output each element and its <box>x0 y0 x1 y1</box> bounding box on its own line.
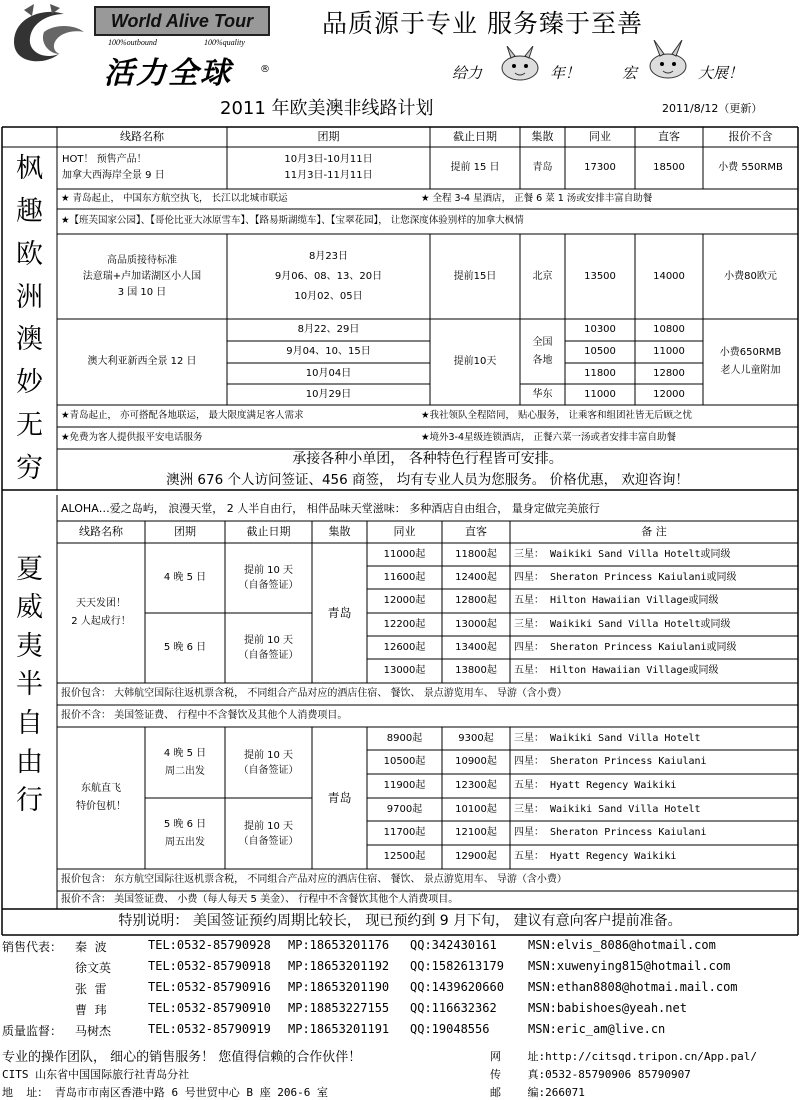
canada-note: ★ 青岛起止， 中国东方航空执飞， 长江以北城市联运 <box>61 192 288 204</box>
promo-line-1: 承接各种小单团， 各种特色行程皆可安排。 <box>292 451 563 468</box>
europe-name-3: 3 国 10 日 <box>117 286 167 298</box>
side-char: 夏 <box>16 553 43 585</box>
row-peer-price: 11900起 <box>383 780 426 792</box>
person-name: 曹 玮 <box>75 1003 107 1017</box>
row-direct-price: 13400起 <box>455 641 497 653</box>
hawaii1-name-1: 天天发团！ <box>76 598 126 609</box>
rep-label: 销售代表： <box>2 940 63 954</box>
col-header: 截止日期 <box>246 525 291 539</box>
australia-city-1: 全国 <box>532 336 553 348</box>
side-char: 夷 <box>16 630 43 662</box>
row-peer-price: 12000起 <box>383 595 426 607</box>
canada-deadline: 提前 15 日 <box>450 162 500 174</box>
hawaii2-name-1: 东航直飞 <box>81 783 121 794</box>
europe-name-1: 高品质接待标准 <box>107 254 177 266</box>
europe-name-2: 法意瑞+卢加诺湖区小人国 <box>82 270 202 282</box>
australia-date: 9月04、10、15日 <box>286 346 371 358</box>
col-header: 截止日期 <box>453 130 497 144</box>
australia-deadline: 提前10天 <box>453 356 497 368</box>
side-char: 自 <box>16 708 43 740</box>
person-mobile: MP:18653201192 <box>288 959 390 973</box>
row-hotel-note: 四星： Sheraton Princess Kaiulani <box>514 756 707 768</box>
hawaii1-name-2: 2 人起成行！ <box>71 616 131 627</box>
row-direct-price: 13000起 <box>455 618 497 630</box>
australia-peer: 11000 <box>584 388 616 400</box>
hawaii1-incl: 报价包含： 大韩航空国际往返机票含税， 不同组合产品对应的酒店住宿、 餐饮、 景点游览用车、 导游（含小费） <box>61 688 567 700</box>
deadline-line: （自备签证） <box>238 764 299 776</box>
deadline-line: 提前 10 天 <box>243 820 294 832</box>
hawaii-intro: ALOHA…爱之岛屿， 浪漫天堂， 2 人半自由行， 相伴品味天堂滋味： 多种酒店自由组合， 量身定做完美旅行 <box>61 502 600 516</box>
person-name: 秦 波 <box>75 940 107 954</box>
hawaii1-period: 5 晚 6 日 <box>163 642 207 654</box>
australia-peer: 11800 <box>584 367 616 379</box>
australia-note: ★境外3-4星级连锁酒店， 正餐六菜一汤或者安排丰富自助餐 <box>421 431 677 443</box>
australia-direct: 10800 <box>653 324 685 336</box>
australia-city-2: 各地 <box>532 354 553 366</box>
update-date: 2011/8/12（更新） <box>662 102 763 115</box>
hawaii1-excl: 报价不含： 美国签证费、 行程中不含餐饮及其他个人消费项目。 <box>61 710 348 722</box>
side-char: 澳 <box>16 324 43 356</box>
australia-note: ★我社领队全程陪同， 贴心服务， 让乘客和组团社皆无后顾之忧 <box>421 409 693 421</box>
person-mobile: MP:18653201176 <box>288 938 390 952</box>
row-direct-price: 12900起 <box>455 851 497 863</box>
australia-direct: 12800 <box>653 367 685 379</box>
slogan-sub2: 年！ <box>550 64 581 82</box>
page-title: 2011 年欧美澳非线路计划 <box>220 98 434 119</box>
col-header: 同业 <box>393 525 416 539</box>
canada-note: ★ 全程 3-4 星酒店， 正餐 6 菜 1 汤或安排丰富自助餐 <box>421 192 653 204</box>
side-char: 欧 <box>16 238 43 270</box>
hawaii2-excl: 报价不含： 美国签证费、 小费（每人每天 5 美金）、 行程中不含餐饮其他个人消费项目。 <box>61 894 459 906</box>
hawaii2-city: 青岛 <box>327 790 352 805</box>
europe-direct: 14000 <box>653 270 685 282</box>
australia-name: 澳大利亚新西全景 12 日 <box>87 356 197 368</box>
row-hotel-note: 四星： Sheraton Princess Kaiulani <box>514 827 707 839</box>
person-msn: MSN:ethan8808@hotmai.mail.com <box>528 980 738 994</box>
person-name: 徐文英 <box>75 961 112 975</box>
australia-excl-2: 老人儿童附加 <box>720 365 781 376</box>
fax: 传 真:0532-85790906 85790907 <box>490 1068 691 1081</box>
logo-title: World Alive Tour <box>94 6 270 36</box>
row-direct-price: 12100起 <box>455 827 497 839</box>
deadline-line: （自备签证） <box>238 650 299 661</box>
slogan: 品质源于专业 服务臻于至善 <box>322 9 643 38</box>
row-direct-price: 12400起 <box>455 571 497 583</box>
person-qq: QQ:116632362 <box>410 1001 497 1015</box>
row-direct-price: 10900起 <box>455 756 497 768</box>
person-tel: TEL:0532-85790928 <box>148 938 271 952</box>
col-header: 同业 <box>589 130 611 144</box>
logo-reg: ® <box>260 64 270 75</box>
row-hotel-note: 四星： Sheraton Princess Kaiulani或同级 <box>514 571 737 583</box>
person-mobile: MP:18853227155 <box>288 1001 390 1015</box>
australia-excl-1: 小费650RMB <box>719 347 782 358</box>
row-hotel-note: 五星： Hilton Hawaiian Village或同级 <box>514 595 719 607</box>
australia-direct: 12000 <box>653 388 685 400</box>
side-char: 半 <box>16 669 43 701</box>
australia-peer: 10500 <box>584 346 616 358</box>
canada-city: 青岛 <box>532 162 553 174</box>
col-header: 直客 <box>465 525 487 539</box>
row-hotel-note: 四星： Sheraton Princess Kaiulani或同级 <box>514 641 737 653</box>
hawaii1-period: 4 晚 5 日 <box>163 572 207 584</box>
logo-cn: 活力全球 <box>104 56 232 91</box>
deadline-line: （自备签证） <box>238 835 299 847</box>
europe-deadline: 提前15日 <box>453 270 497 282</box>
deadline-line: 提前 10 天 <box>243 749 294 761</box>
person-name: 张 雷 <box>75 982 107 996</box>
canada-name-2: 加拿大西海岸全景 9 日 <box>62 170 165 181</box>
deadline-line: （自备签证） <box>238 580 299 591</box>
deadline-line: 提前 10 天 <box>243 565 294 576</box>
australia-peer: 10300 <box>584 324 616 336</box>
person-msn: MSN:eric_am@live.cn <box>528 1022 666 1036</box>
person-mobile: MP:18653201191 <box>288 1022 390 1036</box>
row-direct-price: 9300起 <box>458 732 494 744</box>
side-char: 妙 <box>16 367 43 399</box>
europe-excl: 小费80欧元 <box>724 270 777 282</box>
row-direct-price: 12300起 <box>455 780 497 792</box>
period-line: 周二出发 <box>165 765 205 777</box>
australia-date: 8月22、29日 <box>297 324 360 336</box>
row-direct-price: 13800起 <box>455 665 497 677</box>
col-header: 团期 <box>317 130 340 144</box>
qa-label: 质量监督： <box>2 1024 63 1038</box>
europe-date: 8月23日 <box>308 250 349 262</box>
company: CITS 山东省中国国际旅行社青岛分社 <box>2 1068 190 1081</box>
europe-peer: 13500 <box>584 270 616 282</box>
side-char: 由 <box>16 746 43 778</box>
canada-name-1: HOT！ 预售产品！ <box>62 154 147 165</box>
row-peer-price: 11700起 <box>383 827 426 839</box>
logo-quality: 100%quality <box>204 38 245 47</box>
person-tel: TEL:0532-85790919 <box>148 1022 271 1036</box>
col-header: 线路名称 <box>120 130 164 144</box>
side-char: 穷 <box>16 453 43 485</box>
slogan-sub4: 大展！ <box>698 64 744 82</box>
europe-date: 10月02、05日 <box>294 290 363 302</box>
col-header: 备 注 <box>641 525 667 539</box>
row-peer-price: 11000起 <box>383 548 426 560</box>
period-line: 5 晚 6 日 <box>163 818 207 830</box>
logo-outbound: 100%outbound <box>108 38 157 47</box>
row-hotel-note: 三星： Waikiki Sand Villa Hotelt <box>514 732 701 744</box>
person-tel: TEL:0532-85790918 <box>148 959 271 973</box>
person-tel: TEL:0532-85790910 <box>148 1001 271 1015</box>
canada-direct: 18500 <box>653 162 685 174</box>
person-qq: QQ:342430161 <box>410 938 497 952</box>
period-line: 周五出发 <box>165 836 205 848</box>
person-mobile: MP:18653201190 <box>288 980 390 994</box>
col-header: 线路名称 <box>79 525 123 539</box>
australia-note: ★青岛起止， 亦可搭配各地联运， 最大限度满足客人需求 <box>61 409 304 421</box>
row-direct-price: 11800起 <box>455 548 497 560</box>
website: 网 址:http://citsqd.tripon.cn/App.pal/ <box>490 1050 758 1063</box>
row-peer-price: 11600起 <box>383 571 426 583</box>
row-direct-price: 12800起 <box>455 595 497 607</box>
col-header: 报价不含 <box>728 130 773 144</box>
row-hotel-note: 三星： Waikiki Sand Villa Hotelt <box>514 803 701 815</box>
slogan-sub3: 宏 <box>622 64 638 82</box>
canada-date: 11月3日-11月11日 <box>284 170 373 181</box>
row-peer-price: 10500起 <box>383 756 426 768</box>
side-char: 无 <box>16 410 43 442</box>
australia-city-3: 华东 <box>532 388 553 400</box>
col-header: 集散 <box>328 525 351 539</box>
hawaii2-incl: 报价包含： 东方航空国际往返机票含税， 不同组合产品对应的酒店住宿、 餐饮、 景点游览用车、 导游（含小费） <box>61 874 567 886</box>
row-peer-price: 12500起 <box>383 851 426 863</box>
row-peer-price: 8900起 <box>386 732 423 744</box>
hawaii1-city: 青岛 <box>327 605 352 620</box>
side-char: 行 <box>16 785 43 817</box>
address: 地 址： 青岛市市南区香港中路 6 号世贸中心 B 座 206-6 室 <box>2 1086 328 1099</box>
person-tel: TEL:0532-85790916 <box>148 980 271 994</box>
promo-line-2: 澳洲 676 个人访问签证、456 商签， 均有专业人员为您服务。 价格优惠， 欢迎咨询！ <box>166 471 689 488</box>
row-peer-price: 9700起 <box>386 803 423 815</box>
row-peer-price: 12200起 <box>383 618 426 630</box>
person-msn: MSN:babishoes@yeah.net <box>528 1001 687 1015</box>
col-header: 团期 <box>174 525 196 539</box>
postcode: 邮 编:266071 <box>490 1086 585 1099</box>
person-msn: MSN:elvis_8086@hotmail.com <box>528 938 716 952</box>
australia-date: 10月29日 <box>305 388 352 400</box>
hawaii2-name-2: 特价包机！ <box>76 801 126 812</box>
slogan-sub1: 给力 <box>452 64 483 82</box>
australia-note: ★免费为客人提供报平安电话服务 <box>61 431 203 443</box>
row-peer-price: 12600起 <box>383 641 426 653</box>
tagline: 专业的操作团队， 细心的销售服务！ 您值得信赖的合作伙伴！ <box>2 1050 362 1065</box>
person-name: 马树杰 <box>75 1024 112 1038</box>
canada-excl: 小费 550RMB <box>718 162 783 174</box>
side-char: 威 <box>16 592 43 624</box>
side-char: 洲 <box>16 281 43 313</box>
australia-direct: 11000 <box>653 346 685 358</box>
side-char: 枫 <box>16 152 43 184</box>
special-note: 特别说明： 美国签证预约周期比较长， 现已预约到 9 月下旬， 建议有意向客户提前准备。 <box>118 913 682 930</box>
col-header: 直客 <box>658 130 680 144</box>
row-direct-price: 10100起 <box>455 803 497 815</box>
canada-note: ★【班芙国家公园】、【哥伦比亚大冰原雪车】、【路易斯湖缆车】、【宝翠花园】， 让您深度体验别样的加拿大枫情 <box>61 215 524 227</box>
person-qq: QQ:1582613179 <box>410 959 504 973</box>
row-hotel-note: 五星： Hilton Hawaiian Village或同级 <box>514 665 719 677</box>
europe-city: 北京 <box>532 270 553 282</box>
person-msn: MSN:xuwenying815@hotmail.com <box>528 959 731 973</box>
period-line: 4 晚 5 日 <box>163 747 207 759</box>
row-hotel-note: 三星： Waikiki Sand Villa Hotelt或同级 <box>514 548 731 560</box>
canada-date: 10月3日-10月11日 <box>284 154 373 165</box>
deadline-line: 提前 10 天 <box>243 635 294 646</box>
person-qq: QQ:1439620660 <box>410 980 504 994</box>
canada-peer: 17300 <box>584 162 616 174</box>
row-hotel-note: 三星： Waikiki Sand Villa Hotelt或同级 <box>514 618 731 630</box>
person-qq: QQ:19048556 <box>410 1022 490 1036</box>
australia-date: 10月04日 <box>305 367 352 379</box>
europe-date: 9月06、08、13、20日 <box>274 270 383 282</box>
row-hotel-note: 五星： Hyatt Regency Waikiki <box>514 780 677 792</box>
row-hotel-note: 五星： Hyatt Regency Waikiki <box>514 851 677 863</box>
row-peer-price: 13000起 <box>383 665 426 677</box>
side-char: 趣 <box>16 195 43 227</box>
col-header: 集散 <box>531 130 554 144</box>
